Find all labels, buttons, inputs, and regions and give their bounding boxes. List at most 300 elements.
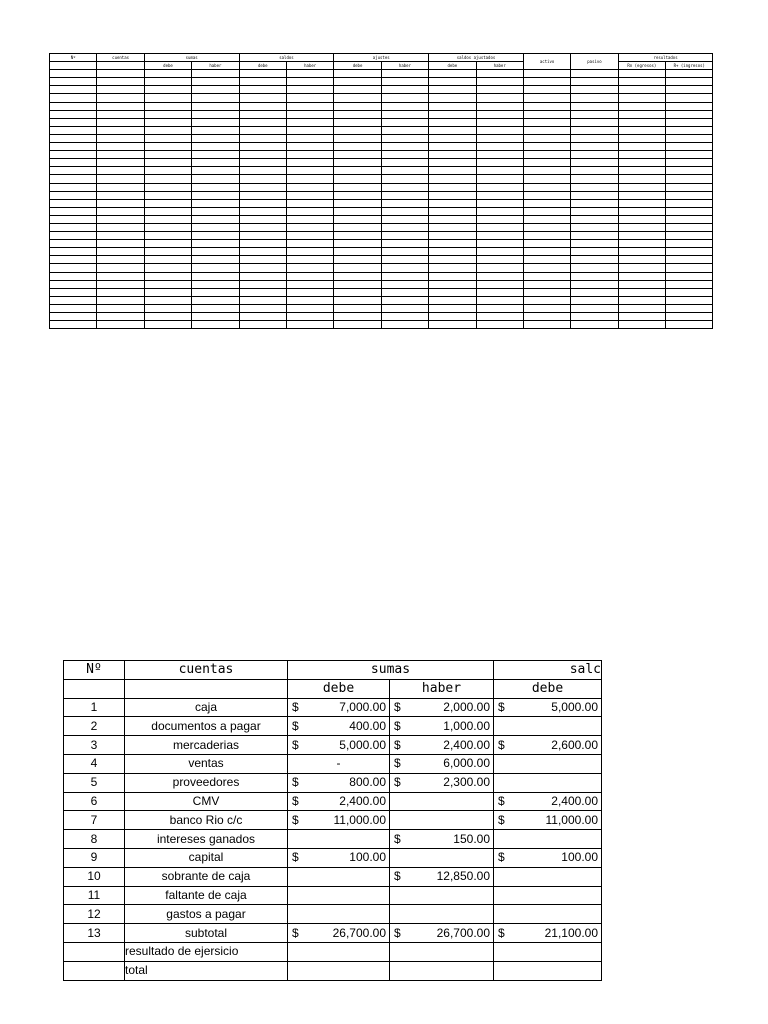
template-cell[interactable] [571, 151, 618, 159]
template-cell[interactable] [144, 191, 191, 199]
account-number[interactable]: 8 [64, 830, 125, 849]
template-cell[interactable] [666, 321, 713, 329]
template-cell[interactable] [97, 191, 144, 199]
template-cell[interactable] [144, 110, 191, 118]
template-cell[interactable] [286, 78, 333, 86]
template-cell[interactable] [192, 207, 239, 215]
template-cell[interactable] [571, 86, 618, 94]
template-cell[interactable] [239, 134, 286, 142]
template-cell[interactable] [429, 240, 476, 248]
template-cell[interactable] [523, 264, 570, 272]
template-cell[interactable] [381, 102, 428, 110]
template-cell[interactable] [618, 256, 665, 264]
template-cell[interactable] [666, 207, 713, 215]
template-cell[interactable] [618, 134, 665, 142]
account-name[interactable]: ventas [125, 754, 288, 773]
template-cell[interactable] [429, 288, 476, 296]
template-cell[interactable] [476, 280, 523, 288]
template-cell[interactable] [239, 288, 286, 296]
template-cell[interactable] [144, 151, 191, 159]
template-cell[interactable] [192, 248, 239, 256]
account-number[interactable]: 3 [64, 736, 125, 755]
template-cell[interactable] [286, 86, 333, 94]
account-number[interactable] [64, 961, 125, 980]
account-number[interactable]: 12 [64, 905, 125, 924]
template-cell[interactable] [523, 118, 570, 126]
template-cell[interactable] [476, 232, 523, 240]
template-cell[interactable] [97, 86, 144, 94]
account-name[interactable]: CMV [125, 792, 288, 811]
template-cell[interactable] [239, 280, 286, 288]
template-cell[interactable] [381, 296, 428, 304]
template-cell[interactable] [523, 207, 570, 215]
saldos-debe-cell[interactable] [494, 905, 602, 924]
template-cell[interactable] [381, 280, 428, 288]
template-cell[interactable] [50, 94, 97, 102]
template-cell[interactable] [50, 223, 97, 231]
template-cell[interactable] [523, 94, 570, 102]
template-cell[interactable] [666, 232, 713, 240]
template-cell[interactable] [286, 296, 333, 304]
sumas-debe-cell[interactable] [288, 773, 390, 792]
template-cell[interactable] [571, 143, 618, 151]
account-number[interactable]: 5 [64, 773, 125, 792]
template-cell[interactable] [192, 313, 239, 321]
template-cell[interactable] [50, 215, 97, 223]
template-cell[interactable] [618, 313, 665, 321]
template-cell[interactable] [239, 151, 286, 159]
template-cell[interactable] [618, 167, 665, 175]
template-cell[interactable] [523, 256, 570, 264]
template-cell[interactable] [476, 296, 523, 304]
template-cell[interactable] [286, 151, 333, 159]
sumas-haber-cell[interactable] [390, 905, 494, 924]
template-cell[interactable] [50, 296, 97, 304]
template-cell[interactable] [476, 240, 523, 248]
sumas-haber-cell[interactable] [390, 942, 494, 961]
template-cell[interactable] [97, 304, 144, 312]
template-cell[interactable] [334, 175, 381, 183]
template-cell[interactable] [97, 272, 144, 280]
template-cell[interactable] [476, 167, 523, 175]
template-cell[interactable] [429, 248, 476, 256]
template-cell[interactable] [192, 272, 239, 280]
account-name[interactable]: proveedores [125, 773, 288, 792]
template-cell[interactable] [523, 143, 570, 151]
template-cell[interactable] [618, 118, 665, 126]
template-cell[interactable] [192, 288, 239, 296]
template-cell[interactable] [476, 321, 523, 329]
template-cell[interactable] [50, 264, 97, 272]
template-cell[interactable] [666, 102, 713, 110]
template-cell[interactable] [50, 175, 97, 183]
template-cell[interactable] [571, 321, 618, 329]
template-cell[interactable] [50, 207, 97, 215]
template-cell[interactable] [286, 102, 333, 110]
template-cell[interactable] [666, 215, 713, 223]
template-cell[interactable] [334, 199, 381, 207]
template-cell[interactable] [239, 102, 286, 110]
template-cell[interactable] [666, 296, 713, 304]
sumas-haber-cell[interactable] [390, 886, 494, 905]
template-cell[interactable] [476, 272, 523, 280]
template-cell[interactable] [381, 232, 428, 240]
account-name[interactable]: total [125, 961, 288, 980]
account-name[interactable]: sobrante de caja [125, 867, 288, 886]
template-cell[interactable] [523, 183, 570, 191]
template-cell[interactable] [571, 70, 618, 78]
template-cell[interactable] [571, 78, 618, 86]
template-cell[interactable] [239, 78, 286, 86]
template-cell[interactable] [97, 240, 144, 248]
template-cell[interactable] [429, 118, 476, 126]
template-cell[interactable] [192, 240, 239, 248]
template-cell[interactable] [97, 321, 144, 329]
account-name[interactable]: capital [125, 848, 288, 867]
template-cell[interactable] [286, 280, 333, 288]
template-cell[interactable] [97, 175, 144, 183]
template-cell[interactable] [144, 134, 191, 142]
template-cell[interactable] [334, 167, 381, 175]
template-cell[interactable] [666, 151, 713, 159]
template-cell[interactable] [144, 223, 191, 231]
template-cell[interactable] [523, 191, 570, 199]
template-cell[interactable] [286, 264, 333, 272]
template-cell[interactable] [618, 321, 665, 329]
template-cell[interactable] [239, 118, 286, 126]
template-cell[interactable] [666, 288, 713, 296]
account-name[interactable]: gastos a pagar [125, 905, 288, 924]
template-cell[interactable] [476, 288, 523, 296]
template-cell[interactable] [97, 215, 144, 223]
template-cell[interactable] [618, 215, 665, 223]
template-cell[interactable] [50, 280, 97, 288]
template-cell[interactable] [192, 321, 239, 329]
template-cell[interactable] [571, 256, 618, 264]
template-cell[interactable] [381, 151, 428, 159]
sumas-haber-cell[interactable] [390, 754, 494, 773]
template-cell[interactable] [666, 280, 713, 288]
template-cell[interactable] [334, 126, 381, 134]
template-cell[interactable] [571, 288, 618, 296]
account-number[interactable] [64, 942, 125, 961]
template-cell[interactable] [618, 199, 665, 207]
saldos-debe-cell[interactable] [494, 717, 602, 736]
template-cell[interactable] [476, 70, 523, 78]
template-cell[interactable] [239, 183, 286, 191]
template-cell[interactable] [239, 110, 286, 118]
template-cell[interactable] [50, 272, 97, 280]
template-cell[interactable] [571, 126, 618, 134]
template-cell[interactable] [97, 183, 144, 191]
template-cell[interactable] [381, 313, 428, 321]
template-cell[interactable] [239, 321, 286, 329]
sumas-haber-cell[interactable] [390, 848, 494, 867]
template-cell[interactable] [429, 167, 476, 175]
template-cell[interactable] [334, 280, 381, 288]
template-cell[interactable] [666, 191, 713, 199]
template-cell[interactable] [429, 199, 476, 207]
template-cell[interactable] [381, 199, 428, 207]
template-cell[interactable] [144, 175, 191, 183]
template-cell[interactable] [476, 78, 523, 86]
template-cell[interactable] [429, 126, 476, 134]
template-cell[interactable] [476, 313, 523, 321]
template-cell[interactable] [50, 118, 97, 126]
template-cell[interactable] [618, 272, 665, 280]
template-cell[interactable] [334, 151, 381, 159]
template-cell[interactable] [381, 118, 428, 126]
template-cell[interactable] [50, 321, 97, 329]
template-cell[interactable] [381, 191, 428, 199]
sumas-haber-cell[interactable] [390, 830, 494, 849]
template-cell[interactable] [523, 240, 570, 248]
sumas-debe-cell[interactable] [288, 867, 390, 886]
sumas-haber-cell[interactable] [390, 924, 494, 943]
template-cell[interactable] [97, 159, 144, 167]
template-cell[interactable] [429, 321, 476, 329]
template-cell[interactable] [523, 199, 570, 207]
template-cell[interactable] [192, 86, 239, 94]
template-cell[interactable] [666, 248, 713, 256]
sumas-debe-cell[interactable] [288, 942, 390, 961]
sumas-debe-cell[interactable] [288, 886, 390, 905]
sumas-haber-cell[interactable] [390, 736, 494, 755]
template-cell[interactable] [286, 110, 333, 118]
template-cell[interactable] [239, 232, 286, 240]
template-cell[interactable] [523, 288, 570, 296]
template-cell[interactable] [429, 191, 476, 199]
template-cell[interactable] [429, 207, 476, 215]
template-cell[interactable] [192, 223, 239, 231]
template-cell[interactable] [50, 159, 97, 167]
template-cell[interactable] [476, 151, 523, 159]
template-cell[interactable] [571, 272, 618, 280]
template-cell[interactable] [97, 94, 144, 102]
template-cell[interactable] [239, 304, 286, 312]
template-cell[interactable] [286, 256, 333, 264]
template-cell[interactable] [50, 102, 97, 110]
template-cell[interactable] [666, 256, 713, 264]
template-cell[interactable] [192, 118, 239, 126]
template-cell[interactable] [97, 167, 144, 175]
template-cell[interactable] [666, 134, 713, 142]
template-cell[interactable] [97, 102, 144, 110]
template-cell[interactable] [50, 134, 97, 142]
template-cell[interactable] [618, 191, 665, 199]
template-cell[interactable] [666, 199, 713, 207]
template-cell[interactable] [429, 296, 476, 304]
template-cell[interactable] [618, 296, 665, 304]
template-cell[interactable] [476, 256, 523, 264]
template-cell[interactable] [476, 199, 523, 207]
template-cell[interactable] [571, 313, 618, 321]
template-cell[interactable] [192, 102, 239, 110]
template-cell[interactable] [334, 183, 381, 191]
template-cell[interactable] [666, 175, 713, 183]
template-cell[interactable] [334, 143, 381, 151]
template-cell[interactable] [334, 86, 381, 94]
template-cell[interactable] [571, 110, 618, 118]
template-cell[interactable] [144, 159, 191, 167]
template-cell[interactable] [286, 272, 333, 280]
template-cell[interactable] [666, 110, 713, 118]
sumas-debe-cell[interactable] [288, 736, 390, 755]
template-cell[interactable] [192, 183, 239, 191]
template-cell[interactable] [618, 175, 665, 183]
template-cell[interactable] [381, 94, 428, 102]
template-cell[interactable] [144, 102, 191, 110]
saldos-debe-cell[interactable] [494, 698, 602, 717]
template-cell[interactable] [286, 248, 333, 256]
template-cell[interactable] [239, 143, 286, 151]
template-cell[interactable] [50, 199, 97, 207]
template-cell[interactable] [476, 159, 523, 167]
template-cell[interactable] [334, 288, 381, 296]
template-cell[interactable] [286, 240, 333, 248]
template-cell[interactable] [618, 78, 665, 86]
template-cell[interactable] [144, 118, 191, 126]
template-cell[interactable] [334, 215, 381, 223]
saldos-debe-cell[interactable] [494, 942, 602, 961]
saldos-debe-cell[interactable] [494, 811, 602, 830]
template-cell[interactable] [523, 126, 570, 134]
saldos-debe-cell[interactable] [494, 924, 602, 943]
template-cell[interactable] [144, 207, 191, 215]
template-cell[interactable] [144, 70, 191, 78]
template-cell[interactable] [618, 288, 665, 296]
template-cell[interactable] [334, 207, 381, 215]
template-cell[interactable] [192, 191, 239, 199]
template-cell[interactable] [618, 248, 665, 256]
template-cell[interactable] [144, 232, 191, 240]
template-cell[interactable] [523, 134, 570, 142]
template-cell[interactable] [239, 175, 286, 183]
template-cell[interactable] [618, 102, 665, 110]
saldos-debe-cell[interactable] [494, 848, 602, 867]
template-cell[interactable] [334, 78, 381, 86]
template-cell[interactable] [381, 143, 428, 151]
template-cell[interactable] [523, 102, 570, 110]
template-cell[interactable] [666, 167, 713, 175]
account-number[interactable]: 1 [64, 698, 125, 717]
template-cell[interactable] [286, 288, 333, 296]
template-cell[interactable] [381, 256, 428, 264]
template-cell[interactable] [571, 264, 618, 272]
template-cell[interactable] [429, 280, 476, 288]
sumas-debe-cell[interactable] [288, 848, 390, 867]
template-cell[interactable] [50, 126, 97, 134]
template-cell[interactable] [618, 126, 665, 134]
template-cell[interactable] [334, 159, 381, 167]
template-cell[interactable] [334, 256, 381, 264]
saldos-debe-cell[interactable] [494, 830, 602, 849]
account-name[interactable]: subtotal [125, 924, 288, 943]
template-cell[interactable] [334, 248, 381, 256]
template-cell[interactable] [97, 288, 144, 296]
template-cell[interactable] [476, 207, 523, 215]
template-cell[interactable] [192, 70, 239, 78]
sumas-debe-cell[interactable] [288, 754, 390, 773]
template-cell[interactable] [381, 183, 428, 191]
template-cell[interactable] [523, 110, 570, 118]
template-cell[interactable] [334, 191, 381, 199]
template-cell[interactable] [144, 272, 191, 280]
template-cell[interactable] [239, 191, 286, 199]
template-cell[interactable] [192, 215, 239, 223]
template-cell[interactable] [666, 223, 713, 231]
template-cell[interactable] [334, 134, 381, 142]
saldos-debe-cell[interactable] [494, 792, 602, 811]
template-cell[interactable] [618, 280, 665, 288]
template-cell[interactable] [192, 256, 239, 264]
template-cell[interactable] [429, 78, 476, 86]
template-cell[interactable] [97, 110, 144, 118]
template-cell[interactable] [666, 143, 713, 151]
template-cell[interactable] [334, 296, 381, 304]
template-cell[interactable] [571, 240, 618, 248]
account-number[interactable]: 9 [64, 848, 125, 867]
template-cell[interactable] [618, 264, 665, 272]
template-cell[interactable] [144, 143, 191, 151]
template-cell[interactable] [192, 143, 239, 151]
template-cell[interactable] [429, 272, 476, 280]
template-cell[interactable] [334, 70, 381, 78]
template-cell[interactable] [571, 304, 618, 312]
template-cell[interactable] [523, 167, 570, 175]
template-cell[interactable] [286, 143, 333, 151]
template-cell[interactable] [476, 215, 523, 223]
template-cell[interactable] [523, 151, 570, 159]
template-cell[interactable] [144, 264, 191, 272]
template-cell[interactable] [618, 304, 665, 312]
template-cell[interactable] [286, 70, 333, 78]
template-cell[interactable] [192, 110, 239, 118]
template-cell[interactable] [286, 304, 333, 312]
template-cell[interactable] [381, 264, 428, 272]
template-cell[interactable] [286, 183, 333, 191]
account-name[interactable]: faltante de caja [125, 886, 288, 905]
template-cell[interactable] [381, 159, 428, 167]
template-cell[interactable] [523, 272, 570, 280]
account-name[interactable]: banco Rio c/c [125, 811, 288, 830]
template-cell[interactable] [618, 240, 665, 248]
template-cell[interactable] [476, 304, 523, 312]
template-cell[interactable] [144, 86, 191, 94]
template-cell[interactable] [523, 248, 570, 256]
template-cell[interactable] [571, 134, 618, 142]
template-cell[interactable] [571, 118, 618, 126]
template-cell[interactable] [429, 94, 476, 102]
template-cell[interactable] [192, 78, 239, 86]
template-cell[interactable] [334, 118, 381, 126]
account-name[interactable]: resultado de ejersicio [125, 942, 288, 961]
template-cell[interactable] [50, 151, 97, 159]
template-cell[interactable] [666, 70, 713, 78]
template-cell[interactable] [476, 118, 523, 126]
template-cell[interactable] [144, 167, 191, 175]
template-cell[interactable] [523, 215, 570, 223]
template-cell[interactable] [50, 70, 97, 78]
sumas-debe-cell[interactable] [288, 792, 390, 811]
template-cell[interactable] [381, 272, 428, 280]
template-cell[interactable] [239, 256, 286, 264]
template-cell[interactable] [523, 223, 570, 231]
template-cell[interactable] [286, 232, 333, 240]
template-cell[interactable] [50, 232, 97, 240]
template-cell[interactable] [239, 167, 286, 175]
template-cell[interactable] [571, 175, 618, 183]
